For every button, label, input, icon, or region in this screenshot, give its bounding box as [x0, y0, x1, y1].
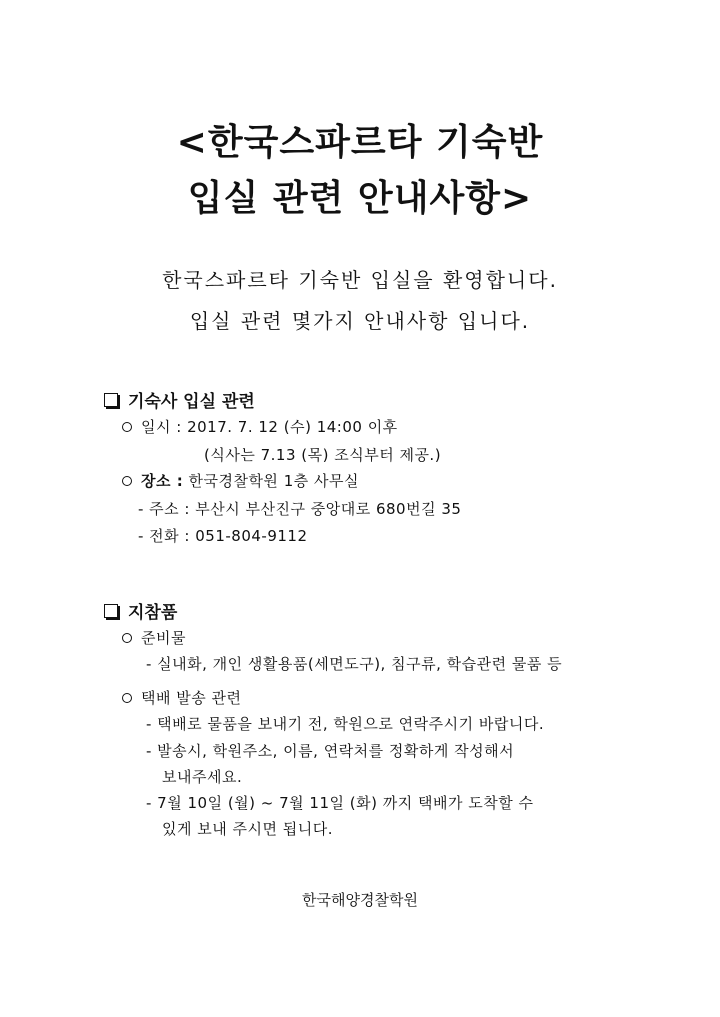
place-label: 장소 :: [141, 472, 184, 490]
section-heading-dormitory: [104, 387, 255, 412]
section-heading-items: [104, 598, 177, 623]
delivery-item: - 택배로 물품을 보내기 전, 학원으로 연락주시기 바랍니다.: [146, 715, 545, 733]
date-value: 2017. 7. 12 (수) 14:00 이후: [187, 418, 398, 436]
document-title-line1: <한국스파르타 기숙반: [176, 122, 544, 163]
place-row: [122, 470, 359, 491]
place-value: 한국경찰학원 1층 사무실: [188, 472, 359, 490]
delivery-label: 택배 발송 관련: [141, 689, 242, 707]
circle-bullet-icon: [122, 476, 132, 486]
address-line: - 주소 : 부산시 부산진구 중앙대로 680번길 35: [138, 500, 462, 518]
document-title-line2: 입실 관련 안내사항>: [187, 178, 533, 219]
section-heading-text: 지참품: [128, 603, 178, 623]
intro-line1: 한국스파르타 기숙반 입실을 환영합니다.: [162, 268, 558, 292]
prep-row: [122, 627, 186, 648]
section-heading-text: 기숙사 입실 관련: [128, 392, 255, 412]
date-label: 일시 :: [141, 418, 182, 436]
circle-bullet-icon: [122, 633, 132, 643]
checkbox-square-icon: [104, 604, 118, 618]
delivery-item: - 7월 10일 (월) ~ 7월 11일 (화) 까지 택배가 도착할 수: [146, 794, 534, 812]
prep-label: 준비물: [141, 629, 186, 647]
footer-organization: 한국해양경찰학원: [302, 891, 418, 909]
delivery-item-cont: 있게 보내 주시면 됩니다.: [162, 820, 333, 838]
phone-line: - 전화 : 051-804-9112: [138, 527, 308, 545]
prep-item: - 실내화, 개인 생활용품(세면도구), 침구류, 학습관련 물품 등: [146, 655, 563, 673]
delivery-row: [122, 687, 241, 708]
delivery-item: - 발송시, 학원주소, 이름, 연락처를 정확하게 작성해서: [146, 742, 515, 760]
checkbox-square-icon: [104, 393, 118, 407]
circle-bullet-icon: [122, 693, 132, 703]
date-row: [122, 416, 398, 437]
circle-bullet-icon: [122, 422, 132, 432]
meal-note: (식사는 7.13 (목) 조식부터 제공.): [204, 446, 442, 464]
intro-line2: 입실 관련 몇가지 안내사항 입니다.: [189, 309, 531, 333]
delivery-item-cont: 보내주세요.: [162, 768, 243, 786]
